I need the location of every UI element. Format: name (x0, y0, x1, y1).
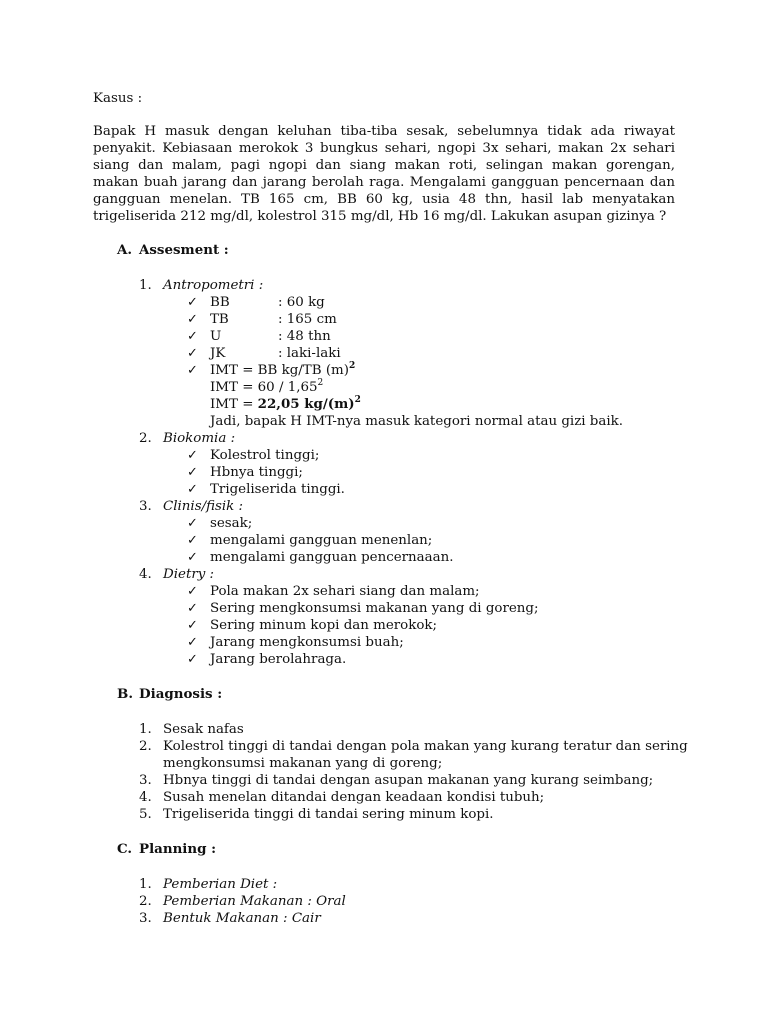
planning-item: Pemberian Makanan : Oral (163, 894, 346, 909)
clinis-item: mengalami gangguan menenlan; (210, 533, 433, 548)
check-icon: ✓ (187, 482, 198, 497)
diagnosis-number: 2. (139, 739, 152, 754)
diagnosis-number: 4. (139, 790, 152, 805)
imt-formula-text: IMT = BB kg/TB (m) (210, 363, 349, 378)
imt-result-value: 22,05 kg/(m) (257, 396, 355, 412)
u-value: : 48 thn (278, 329, 331, 344)
imt-calculation (210, 379, 323, 396)
bb-value: : 60 kg (278, 295, 325, 310)
planning-item: Bentuk Makanan : Cair (163, 911, 321, 926)
imt-result-prefix: IMT = (210, 397, 258, 412)
tb-value: : 165 cm (278, 312, 337, 327)
diagnosis-number: 3. (139, 773, 152, 788)
imt-calculation-exponent: 2 (317, 378, 324, 388)
check-icon: ✓ (187, 618, 198, 633)
biokomia-item: Hbnya tinggi; (210, 465, 303, 480)
kasus-label: Kasus : (93, 91, 143, 106)
section-b-letter: B. (117, 686, 133, 702)
dietry-number: 4. (139, 567, 152, 582)
clinis-item: mengalami gangguan pencernaaan. (210, 550, 454, 565)
planning-number: 2. (139, 894, 152, 909)
biokomia-item: Kolestrol tinggi; (210, 448, 320, 463)
check-icon: ✓ (187, 516, 198, 531)
imt-formula-exponent: 2 (348, 361, 356, 371)
check-icon: ✓ (187, 601, 198, 616)
dietry-title: Dietry : (163, 567, 215, 582)
check-icon: ✓ (187, 533, 198, 548)
dietry-item: Jarang mengkonsumsi buah; (210, 635, 404, 650)
imt-result (210, 396, 361, 413)
diagnosis-item: Susah menelan ditandai dengan keadaan kondisi tubuh; (163, 790, 545, 805)
check-icon: ✓ (187, 329, 198, 344)
clinis-title: Clinis/fisik : (163, 499, 244, 514)
section-b-title: Diagnosis : (139, 686, 223, 702)
check-icon: ✓ (187, 295, 198, 310)
planning-item: Pemberian Diet : (163, 877, 278, 892)
dietry-item: Sering minum kopi dan merokok; (210, 618, 438, 633)
section-c-title: Planning : (139, 841, 217, 857)
imt-calculation-text: IMT = 60 / 1,65 (210, 380, 318, 395)
case-paragraph: Bapak H masuk dengan keluhan tiba-tiba sesak, sebelumnya tidak ada riwayat penyakit. Kebiasaan merokok 3 bungkus sehari, ngopi 3x sehari, makan 2x sehari siang dan malam, pagi ngopi dan siang makan roti, selingan makan gorengan, makan buah jarang dan jarang berolah raga. Mengalami gangguan pencernaan dan gangguan menelan. TB 165 cm, BB 60 kg, usia 48 thn, hasil lab menyatakan trigeliserida 212 mg/dl, kolestrol 315 mg/dl, Hb 16 mg/dl. Lakukan asupan gizinya ? (93, 124, 675, 224)
diagnosis-item: Kolestrol tinggi di tandai dengan pola makan yang kurang teratur dan sering (163, 739, 688, 754)
check-icon: ✓ (187, 448, 198, 463)
antropometri-number: 1. (139, 278, 152, 293)
imt-formula (210, 362, 355, 379)
planning-number: 3. (139, 911, 152, 926)
biokomia-item: Trigeliserida tinggi. (210, 482, 345, 497)
planning-number: 1. (139, 877, 152, 892)
check-icon: ✓ (187, 346, 198, 361)
bb-key: BB (210, 295, 230, 310)
check-icon: ✓ (187, 363, 198, 378)
imt-conclusion: Jadi, bapak H IMT-nya masuk kategori normal atau gizi baik. (210, 414, 624, 429)
tb-key: TB (210, 312, 229, 327)
check-icon: ✓ (187, 312, 198, 327)
biokomia-number: 2. (139, 431, 152, 446)
dietry-item: Pola makan 2x sehari siang dan malam; (210, 584, 480, 599)
jk-key: JK (210, 346, 226, 361)
u-key: U (210, 329, 222, 344)
section-a-title: Assesment : (139, 242, 229, 258)
check-icon: ✓ (187, 465, 198, 480)
diagnosis-item-continued: mengkonsumsi makanan yang di goreng; (163, 756, 443, 771)
section-a-letter: A. (117, 242, 133, 258)
check-icon: ✓ (187, 635, 198, 650)
check-icon: ✓ (187, 584, 198, 599)
imt-result-exponent: 2 (354, 395, 361, 405)
diagnosis-item: Sesak nafas (163, 722, 244, 737)
antropometri-title: Antropometri : (163, 278, 264, 293)
diagnosis-number: 1. (139, 722, 152, 737)
diagnosis-number: 5. (139, 807, 152, 822)
jk-value: : laki-laki (278, 346, 341, 361)
check-icon: ✓ (187, 652, 198, 667)
clinis-item: sesak; (210, 516, 253, 531)
check-icon: ✓ (187, 550, 198, 565)
diagnosis-item: Trigeliserida tinggi di tandai sering minum kopi. (163, 807, 494, 822)
biokomia-title: Biokomia : (163, 431, 236, 446)
clinis-number: 3. (139, 499, 152, 514)
dietry-item: Jarang berolahraga. (210, 652, 347, 667)
dietry-item: Sering mengkonsumsi makanan yang di goreng; (210, 601, 539, 616)
diagnosis-item: Hbnya tinggi di tandai dengan asupan makanan yang kurang seimbang; (163, 773, 654, 788)
section-c-letter: C. (117, 841, 133, 857)
